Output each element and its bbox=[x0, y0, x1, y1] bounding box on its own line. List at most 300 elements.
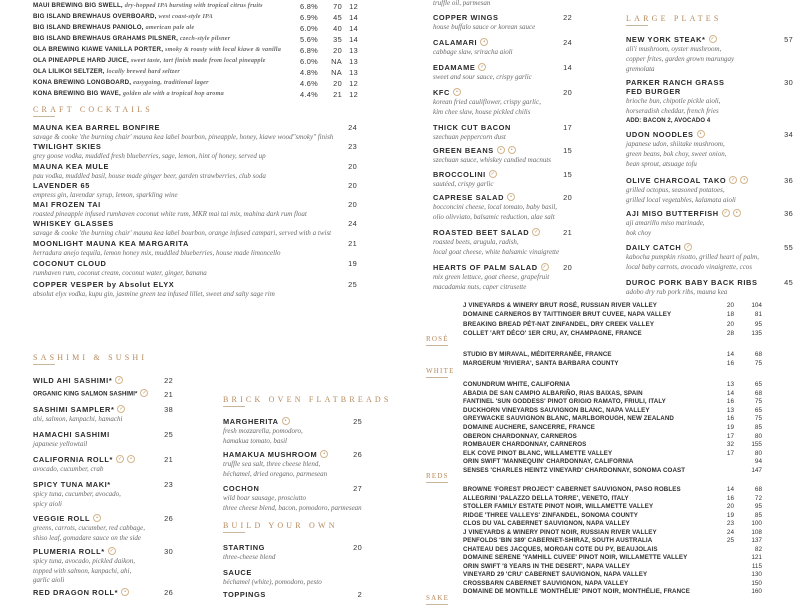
item-description: local goat cheese, white balsamic vinaigrette bbox=[433, 248, 560, 256]
item-name-text: CALIFORNIA ROLL* bbox=[33, 455, 113, 464]
beer-description: sweet taste, tart finish made from local pineapple bbox=[130, 57, 266, 64]
wine-bottle-price: 130 bbox=[751, 571, 762, 578]
beer-abv: 6.8% bbox=[299, 46, 318, 55]
wine-bottle-price: 80 bbox=[754, 432, 762, 440]
item-name-text: UDON NOODLES bbox=[626, 130, 694, 139]
wine-bottle-price: 68 bbox=[754, 486, 762, 493]
item-name bbox=[223, 590, 266, 599]
wine-bottle-price: 95 bbox=[754, 320, 762, 328]
wine-name: COLLET 'ART DÉCO' 1ER CRU, AY, CHAMPAGNE, FRANCE bbox=[463, 329, 642, 337]
item-name-line2: FED BURGER bbox=[626, 87, 681, 96]
wine-glass-price: 17 bbox=[726, 449, 734, 457]
item-description: hamakua tomato, basil bbox=[223, 436, 287, 445]
wine-section-label-sake: SAKE bbox=[426, 594, 450, 602]
item-name bbox=[223, 450, 328, 459]
wine-name: GREYWACKE SAUVIGNON BLANC, MARLBOROUGH, NEW ZEALAND bbox=[463, 415, 675, 423]
beer-name: BIG ISLAND BREWHAUS PANIOLO, bbox=[33, 24, 144, 31]
item-name-text: SAUCE bbox=[223, 568, 252, 577]
item-name bbox=[626, 243, 692, 252]
beer-description: west coast-style IPA bbox=[158, 13, 213, 20]
wine-name: ALLEGRINI 'PALAZZO DELLA TORRE', VENETO, ITALY bbox=[463, 494, 629, 502]
heading-underline bbox=[626, 25, 648, 26]
item-description: bok choy bbox=[626, 229, 652, 237]
item-description: truffle oil, parmesan bbox=[433, 0, 491, 7]
wine-name: RIDGE 'THREE VALLEYS' ZINFANDEL, SONOMA COUNTY bbox=[463, 511, 638, 519]
beer-ibu: NA bbox=[331, 57, 342, 66]
item-description: olio olivviato, balsamic reduction, alae salt bbox=[433, 213, 555, 221]
dot-badge-icon: • bbox=[697, 130, 705, 138]
beer-row bbox=[33, 57, 266, 64]
item-name-text: GREEN BEANS bbox=[433, 146, 494, 155]
wine-bottle-price: 65 bbox=[754, 406, 762, 414]
wine-glass-price: 20 bbox=[726, 302, 734, 309]
wine-glass-price: 16 bbox=[726, 494, 734, 502]
item-name-text: AJI MISO BUTTERFISH bbox=[626, 209, 719, 218]
heading-underline bbox=[33, 364, 55, 365]
wine-name: SENSES 'CHARLES HEINTZ VINEYARD' CHARDONNAY, SONOMA COAST bbox=[463, 467, 686, 474]
beer-description: smoky & roasty with local kiawe & vanilla bbox=[165, 46, 282, 53]
beer-abv: 5.6% bbox=[299, 35, 318, 44]
item-description: aji amarillo miso marinade, bbox=[626, 219, 705, 227]
item-description: spicy tuna, cucumber, avocado, bbox=[33, 490, 121, 498]
item-price: 17 bbox=[563, 123, 572, 132]
item-price: 21 bbox=[563, 228, 572, 237]
item-price: 26 bbox=[164, 588, 173, 597]
beer-name: KONA BREWING LONGBOARD, bbox=[33, 79, 132, 86]
item-description: roasted beets, arugula, radish, bbox=[433, 238, 519, 246]
wine-glass-price: 14 bbox=[726, 351, 734, 358]
wine-bottle-price: 137 bbox=[751, 537, 762, 544]
check-badge-icon: ✓ bbox=[710, 36, 715, 43]
item-description: béchamel, dried oregano, parmesean bbox=[223, 469, 328, 478]
item-description: topped with salmon, kanpachi, ahi, bbox=[33, 566, 132, 575]
item-name-text: WILD AHI SASHIMI* bbox=[33, 376, 113, 385]
wine-section-label-rose: ROSÉ bbox=[426, 335, 449, 343]
wine-bottle-price: 115 bbox=[751, 562, 762, 570]
wine-section-label-reds: REDS bbox=[426, 472, 449, 480]
item-description: szechuan sauce, whiskey candied macnuts bbox=[433, 156, 551, 164]
check-badge-icon: ✓ bbox=[109, 548, 114, 555]
item-price: 23 bbox=[348, 142, 357, 151]
wine-name: CONUNDRUM WHITE, CALIFORNIA bbox=[463, 381, 571, 388]
heading-underline bbox=[33, 116, 55, 117]
beer-ibu: 40 bbox=[333, 24, 342, 33]
dot-badge-icon: • bbox=[507, 193, 515, 201]
item-name bbox=[223, 417, 290, 426]
item-description: truffle sea salt, three cheese blend, bbox=[223, 460, 321, 468]
beer-ibu: NA bbox=[331, 68, 342, 77]
wine-label-underline bbox=[426, 482, 448, 483]
wine-bottle-price: 68 bbox=[754, 351, 762, 358]
wine-name: VINEYARD 29 'CRU' CABERNET SAUVIGNON, NAPA VALLEY bbox=[463, 571, 648, 578]
item-description: szechuan peppercorn dust bbox=[433, 133, 506, 141]
wine-name: CLOS DU VAL CABERNET SAUVIGNON, NAPA VALLEY bbox=[463, 520, 630, 527]
item-price: 25 bbox=[164, 430, 173, 439]
item-name bbox=[223, 568, 252, 577]
section-heading-build-your-own: BUILD YOUR OWN bbox=[223, 521, 338, 530]
check-badge-icon: ✓ bbox=[480, 64, 485, 71]
wine-name: PENFOLDS 'BIN 389' CABERNET-SHIRAZ, SOUTH AUSTRALIA bbox=[463, 537, 653, 544]
wine-name: J VINEYARDS & WINERY PINOT NOIR, RUSSIAN RIVER VALLEY bbox=[463, 528, 657, 536]
item-name bbox=[33, 123, 160, 132]
beer-row bbox=[33, 13, 213, 20]
item-name bbox=[33, 588, 129, 597]
item-description: rumhaven rum, coconut cream, coconut water, ginger, banana bbox=[33, 269, 207, 277]
item-name bbox=[33, 181, 90, 190]
beer-description: czech-style pilsner bbox=[179, 35, 231, 42]
check-badge-icon: ✓ bbox=[142, 390, 147, 396]
wine-bottle-price: 75 bbox=[754, 360, 762, 367]
item-name bbox=[433, 228, 540, 237]
item-description: macadamia nuts, caper citrusette bbox=[433, 283, 527, 291]
wine-name: STUDIO BY MIRAVAL, MÉDITERRANÉE, FRANCE bbox=[463, 351, 612, 358]
item-price: 20 bbox=[348, 162, 357, 171]
wine-name: OBERON CHARDONNAY, CARNEROS bbox=[463, 432, 577, 440]
item-description: pau vodka, muddled basil, house made ginger beer, garden strawberries, club soda bbox=[33, 172, 266, 180]
dot-badge-icon: • bbox=[93, 514, 101, 522]
item-name-text: HAMACHI SASHIMI bbox=[33, 430, 110, 439]
item-name-text: ORGANIC KING SALMON SASHIMI* bbox=[33, 391, 138, 398]
item-name bbox=[223, 484, 259, 493]
beer-ibu: 35 bbox=[333, 35, 342, 44]
section-heading-sashimi-sushi: SASHIMI & SUSHI bbox=[33, 353, 148, 362]
item-name bbox=[433, 88, 461, 97]
item-description: bocconcini cheese, local tomato, baby basil, bbox=[433, 203, 558, 211]
dot-badge-icon: • bbox=[733, 209, 741, 217]
item-description: kim chee slaw, house pickled chilis bbox=[433, 108, 531, 116]
wine-glass-price: 19 bbox=[726, 424, 734, 431]
item-name-text: TOPPINGS bbox=[223, 590, 266, 599]
beer-row bbox=[33, 24, 194, 31]
section-heading-craft-cocktails: CRAFT COCKTAILS bbox=[33, 105, 153, 114]
item-price: 27 bbox=[353, 484, 362, 493]
item-name-text: COCHON bbox=[223, 484, 260, 493]
check-badge-icon: ✓ bbox=[490, 171, 495, 178]
section-heading-large-plates: LARGE PLATES bbox=[626, 14, 722, 23]
item-name-text: CAPRESE SALAD bbox=[433, 193, 505, 202]
item-name-text: STARTING bbox=[223, 543, 266, 552]
item-name-text: DUROC PORK BABY BACK RIBS bbox=[626, 278, 758, 287]
dot-badge-icon: • bbox=[508, 146, 516, 154]
item-name bbox=[33, 259, 107, 268]
wine-name: DOMAINE SERENE 'YAMHILL CUVEE' PINOT NOIR, WILLAMETTE VALLEY bbox=[463, 554, 688, 561]
wine-glass-price: 20 bbox=[726, 503, 734, 510]
item-name bbox=[433, 63, 486, 72]
wine-bottle-price: 82 bbox=[754, 545, 762, 553]
wine-bottle-price: 95 bbox=[754, 503, 762, 510]
item-description: herradura anejo tequila, lemon honey mix, muddled blueberries, house made limoncello bbox=[33, 249, 281, 257]
dot-badge-icon: • bbox=[127, 455, 135, 463]
wine-name: ELK COVE PINOT BLANC, WILLAMETTE VALLEY bbox=[463, 449, 613, 457]
wine-bottle-price: 81 bbox=[754, 311, 762, 319]
beer-abv: 6.0% bbox=[299, 57, 318, 66]
beer-name: BIG ISLAND BREWHAUS GRAHAMS PILSNER, bbox=[33, 35, 179, 42]
beer-ibu: 70 bbox=[333, 2, 342, 11]
wine-bottle-price: 100 bbox=[751, 520, 762, 527]
item-name-text: COCONUT CLOUD bbox=[33, 259, 107, 268]
item-name bbox=[433, 38, 488, 47]
beer-description: locally brewed hard seltzer bbox=[106, 68, 180, 75]
item-name bbox=[626, 209, 741, 218]
item-name bbox=[33, 219, 114, 228]
item-description: grilled local vegetables, kalamata aioli bbox=[626, 196, 736, 204]
wine-name: ORIN SWIFT 'MANNEQUIN' CHARDONNAY, CALIFORNIA bbox=[463, 458, 634, 466]
beer-description: american pale ale bbox=[145, 24, 195, 31]
beer-ibu: 21 bbox=[333, 90, 342, 99]
check-badge-icon: ✓ bbox=[731, 177, 736, 184]
beer-name: BIG ISLAND BREWHAUS OVERBOARD, bbox=[33, 13, 157, 20]
item-price: 25 bbox=[348, 280, 357, 289]
item-description: korean fried cauliflower, crispy garlic, bbox=[433, 98, 541, 106]
item-price: 38 bbox=[164, 405, 173, 414]
item-name bbox=[626, 130, 705, 139]
check-badge-icon: ✓ bbox=[723, 210, 728, 217]
wine-name: ABADIA DE SAN CAMPIO ALBARIÑO, RIAS BAIXAS, SPAIN bbox=[463, 389, 643, 397]
wine-label-underline bbox=[426, 345, 448, 346]
wine-label-underline bbox=[426, 377, 448, 378]
item-price: 24 bbox=[348, 123, 357, 132]
wine-bottle-price: 85 bbox=[754, 511, 762, 519]
beer-price: 12 bbox=[349, 2, 358, 11]
item-name bbox=[433, 193, 515, 202]
item-price: 21 bbox=[348, 239, 357, 248]
item-name bbox=[626, 278, 757, 287]
wine-name: DOMAINE AUCHERE, SANCERRE, FRANCE bbox=[463, 424, 595, 431]
item-description: kabocha pumpkin risotto, grilled heart of palm, bbox=[626, 253, 759, 261]
item-name bbox=[433, 146, 516, 155]
item-price: 30 bbox=[784, 78, 793, 87]
beer-description: easygoing, traditional lager bbox=[133, 79, 209, 86]
check-badge-icon: ✓ bbox=[542, 264, 547, 271]
item-name bbox=[33, 547, 116, 556]
check-badge-icon: ✓ bbox=[117, 456, 123, 463]
beer-name: OLA BREWING KIAWE VANILLA PORTER, bbox=[33, 46, 164, 53]
item-price: 20 bbox=[563, 88, 572, 97]
beer-name: OLA LILIKOI SELTZER, bbox=[33, 68, 105, 75]
item-description: green beans, bok choy, sweet onion, bbox=[626, 150, 727, 158]
beer-price: 13 bbox=[349, 46, 358, 55]
wine-name: ROMBAUER CHARDONNAY, CARNEROS bbox=[463, 441, 587, 449]
beer-abv: 4.4% bbox=[299, 90, 318, 99]
beer-price: 13 bbox=[349, 68, 358, 77]
item-price: 25 bbox=[353, 417, 362, 426]
wine-name: DOMAINE DE MONTILLE 'MONTHÉLIE' PINOT NOIR, MONTHÉLIE, FRANCE bbox=[463, 588, 690, 595]
beer-price: 12 bbox=[349, 79, 358, 88]
item-price: 20 bbox=[348, 200, 357, 209]
wine-glass-price: 16 bbox=[726, 398, 734, 406]
item-description: béchamel (white), pomodoro, pesto bbox=[223, 578, 322, 586]
item-name bbox=[33, 430, 110, 439]
item-price: 15 bbox=[563, 170, 572, 179]
item-price: 21 bbox=[164, 390, 173, 399]
item-name-text: TWILIGHT SKIES bbox=[33, 142, 102, 151]
wine-bottle-price: 155 bbox=[751, 441, 762, 449]
beer-ibu: 20 bbox=[333, 79, 342, 88]
dot-badge-icon: • bbox=[497, 146, 505, 154]
wine-glass-price: 16 bbox=[726, 360, 734, 367]
wine-glass-price: 32 bbox=[726, 441, 734, 449]
item-name bbox=[33, 239, 189, 248]
item-description: savage & cooke 'the burning chair' mauna kea label bourbon, pineapple, honey, kiawe wood"smoky" finish bbox=[33, 133, 334, 141]
item-price: 20 bbox=[348, 181, 357, 190]
item-description: house buffalo sauce or korean sauce bbox=[433, 23, 536, 31]
item-name-text: COPPER VESPER by Absolut ELYX bbox=[33, 280, 175, 289]
item-name-text: PLUMERIA ROLL* bbox=[33, 547, 105, 556]
wine-name: FANTINEL 'SUN GODDESS' PINOT GRIGIO RAMATO, FRIULI, ITALY bbox=[463, 398, 666, 406]
item-description: empress gin, lavendar syrup, lemon, sparkling wine bbox=[33, 191, 178, 199]
item-name bbox=[433, 263, 549, 272]
item-description: bean sprout, atsuage tofu bbox=[626, 160, 697, 168]
check-badge-icon: ✓ bbox=[117, 377, 122, 384]
item-name-text: DAILY CATCH bbox=[626, 243, 682, 252]
item-name-text: MAUNA KEA BARREL BONFIRE bbox=[33, 123, 161, 132]
beer-abv: 6.8% bbox=[299, 2, 318, 11]
item-price: 23 bbox=[164, 480, 173, 489]
wine-glass-price: 25 bbox=[726, 537, 734, 544]
beer-row bbox=[33, 46, 281, 53]
item-price: 21 bbox=[164, 455, 173, 464]
item-price: 22 bbox=[164, 376, 173, 385]
item-price: 20 bbox=[563, 193, 572, 202]
wine-glass-price: 14 bbox=[726, 389, 734, 397]
check-badge-icon: ✓ bbox=[686, 244, 691, 251]
beer-name: OLA PINEAPPLE HARD JUICE, bbox=[33, 57, 129, 64]
beer-abv: 4.8% bbox=[299, 68, 318, 77]
item-description: grilled octopus, seasoned potatoes, bbox=[626, 186, 725, 194]
wine-glass-price: 17 bbox=[726, 432, 734, 440]
wine-bottle-price: 68 bbox=[754, 389, 762, 397]
item-price: 14 bbox=[563, 63, 572, 72]
beer-abv: 6.9% bbox=[299, 13, 318, 22]
wine-name: MARGERUM 'RIVIERA', SANTA BARBARA COUNTY bbox=[463, 360, 619, 367]
item-name bbox=[33, 455, 135, 464]
wine-bottle-price: 135 bbox=[751, 329, 762, 337]
item-name bbox=[433, 123, 511, 132]
item-description: copper frites, garden grown marungay bbox=[626, 55, 735, 63]
wine-name: BREAKING BREAD PÉT-NAT ZINFANDEL, DRY CREEK VALLEY bbox=[463, 320, 655, 328]
wine-glass-price: 13 bbox=[726, 406, 734, 414]
wine-bottle-price: 65 bbox=[754, 381, 762, 388]
dot-badge-icon: • bbox=[740, 176, 748, 184]
item-description: japanese yellowtail bbox=[33, 440, 88, 448]
item-name-text: HAMAKUA MUSHROOM bbox=[223, 450, 318, 459]
item-description: greens, carrots, cucumber, red cabbage, bbox=[33, 524, 145, 532]
heading-underline bbox=[223, 532, 245, 533]
item-name-text: HEARTS OF PALM SALAD bbox=[433, 263, 538, 272]
item-description: absolut elyx vodka, kupu gin, jasmine green tea infused lillet, sweet and salty sage rim bbox=[33, 290, 275, 298]
item-description: sweet and sour sauce, crispy garlic bbox=[433, 73, 532, 81]
item-name bbox=[626, 35, 717, 44]
wine-glass-price: 18 bbox=[726, 311, 734, 319]
item-name-text: BROCCOLINI bbox=[433, 170, 486, 179]
wine-name: BROWNE 'FOREST PROJECT' CABERNET SAUVIGNON, PASO ROBLES bbox=[463, 486, 681, 493]
item-name-text: MAI FROZEN TAI bbox=[33, 200, 101, 209]
beer-abv: 6.0% bbox=[299, 24, 318, 33]
dot-badge-icon: • bbox=[320, 450, 328, 458]
beer-ibu: 20 bbox=[333, 46, 342, 55]
item-description: ahi, salmon, kanpachi, hamachi bbox=[33, 415, 123, 423]
item-name-text: MARGHERITA bbox=[223, 417, 279, 426]
item-name-text: VEGGIE ROLL bbox=[33, 514, 91, 523]
item-price: 57 bbox=[784, 35, 793, 44]
wine-name: J VINEYARDS & WINERY BRUT ROSÉ, RUSSIAN RIVER VALLEY bbox=[463, 302, 657, 309]
item-name-text: THICK CUT BACON bbox=[433, 123, 511, 132]
item-price: 20 bbox=[353, 543, 362, 552]
wine-bottle-price: 147 bbox=[751, 467, 762, 474]
wine-glass-price: 19 bbox=[726, 511, 734, 519]
item-name-text: ROASTED BEET SALAD bbox=[433, 228, 530, 237]
wine-glass-price: 24 bbox=[726, 528, 734, 536]
item-price: 45 bbox=[784, 278, 793, 287]
item-description: wild boar sausage, prosciutto bbox=[223, 494, 306, 502]
item-price: 22 bbox=[563, 13, 572, 22]
item-description: shiso leaf, gomadare sauce on the side bbox=[33, 533, 142, 542]
wine-bottle-price: 160 bbox=[751, 588, 762, 595]
beer-row bbox=[33, 35, 230, 42]
item-name bbox=[33, 405, 125, 414]
beer-description: dry-hopped IPA bursting with tropical citrus fruits bbox=[124, 2, 263, 9]
beer-row bbox=[33, 79, 209, 86]
item-description: roasted pineapple infused rumhaven coconut white rum, MKR mai tai mix, mahina dark rum float bbox=[33, 210, 307, 218]
item-name bbox=[433, 170, 497, 179]
check-badge-icon: ✓ bbox=[119, 406, 124, 413]
wine-bottle-price: 121 bbox=[751, 554, 762, 561]
beer-price: 13 bbox=[349, 57, 358, 66]
item-name-text: OLIVE CHARCOAL TAKO bbox=[626, 176, 727, 185]
item-name bbox=[33, 514, 101, 523]
wine-bottle-price: 94 bbox=[754, 458, 762, 466]
wine-name: DUCKHORN VINEYARDS SAUVIGNON BLANC, NAPA VALLEY bbox=[463, 406, 650, 414]
item-description: local baby carrots, avocado vinaigrette, ccos bbox=[626, 263, 753, 271]
wine-glass-price: 14 bbox=[726, 486, 734, 493]
wine-glass-price: 28 bbox=[726, 329, 734, 337]
wine-bottle-price: 80 bbox=[754, 449, 762, 457]
item-description: cabbage slaw, sriracha aioli bbox=[433, 48, 513, 56]
item-price: 30 bbox=[164, 547, 173, 556]
item-name-text: RED DRAGON ROLL* bbox=[33, 588, 119, 597]
item-description: savage & cooke 'the burning chair' mauna kea label bourbon, orange infused campari, served with a twist bbox=[33, 229, 332, 237]
section-heading-flatbreads: BRICK OVEN FLATBREADS bbox=[223, 395, 392, 404]
beer-name: MAUI BREWING BIG SWELL, bbox=[33, 2, 123, 9]
item-price: 36 bbox=[784, 209, 793, 218]
item-name bbox=[33, 200, 101, 209]
item-price: 19 bbox=[348, 259, 357, 268]
item-name bbox=[33, 280, 174, 289]
item-addons: ADD: BACON 2, AVOCADO 4 bbox=[626, 118, 711, 124]
dot-badge-icon: • bbox=[480, 38, 488, 46]
item-name-text: KFC bbox=[433, 88, 450, 97]
wine-glass-price: 23 bbox=[726, 520, 734, 527]
wine-bottle-price: 72 bbox=[754, 494, 762, 502]
wine-glass-price: 13 bbox=[726, 381, 734, 388]
beer-price: 12 bbox=[349, 90, 358, 99]
item-name bbox=[33, 162, 109, 171]
item-description: adobo dry rub pork ribs, mauna kea bbox=[626, 288, 728, 296]
item-price: 24 bbox=[348, 219, 357, 228]
item-description: ali'i mushroom, oyster mushroom, bbox=[626, 45, 722, 53]
heading-underline bbox=[223, 406, 245, 407]
dot-badge-icon: • bbox=[453, 88, 461, 96]
beer-row bbox=[33, 2, 263, 9]
item-description: spicy aioli bbox=[33, 499, 62, 508]
item-name bbox=[223, 543, 265, 552]
item-description: horseradish cheddar, french fries bbox=[626, 107, 719, 115]
wine-name: ORIN SWIFT '8 YEARS IN THE DESERT', NAPA VALLEY bbox=[463, 562, 630, 570]
wine-name: DOMAINE CARNEROS BY TAITTINGER BRUT CUVEE, NAPA VALLEY bbox=[463, 311, 672, 319]
item-description: sautéed, crispy garlic bbox=[433, 180, 494, 188]
item-price: 2 bbox=[357, 590, 362, 599]
wine-name: CROSSBARN CABERNET SAUVIGNON, NAPA VALLEY bbox=[463, 579, 629, 587]
